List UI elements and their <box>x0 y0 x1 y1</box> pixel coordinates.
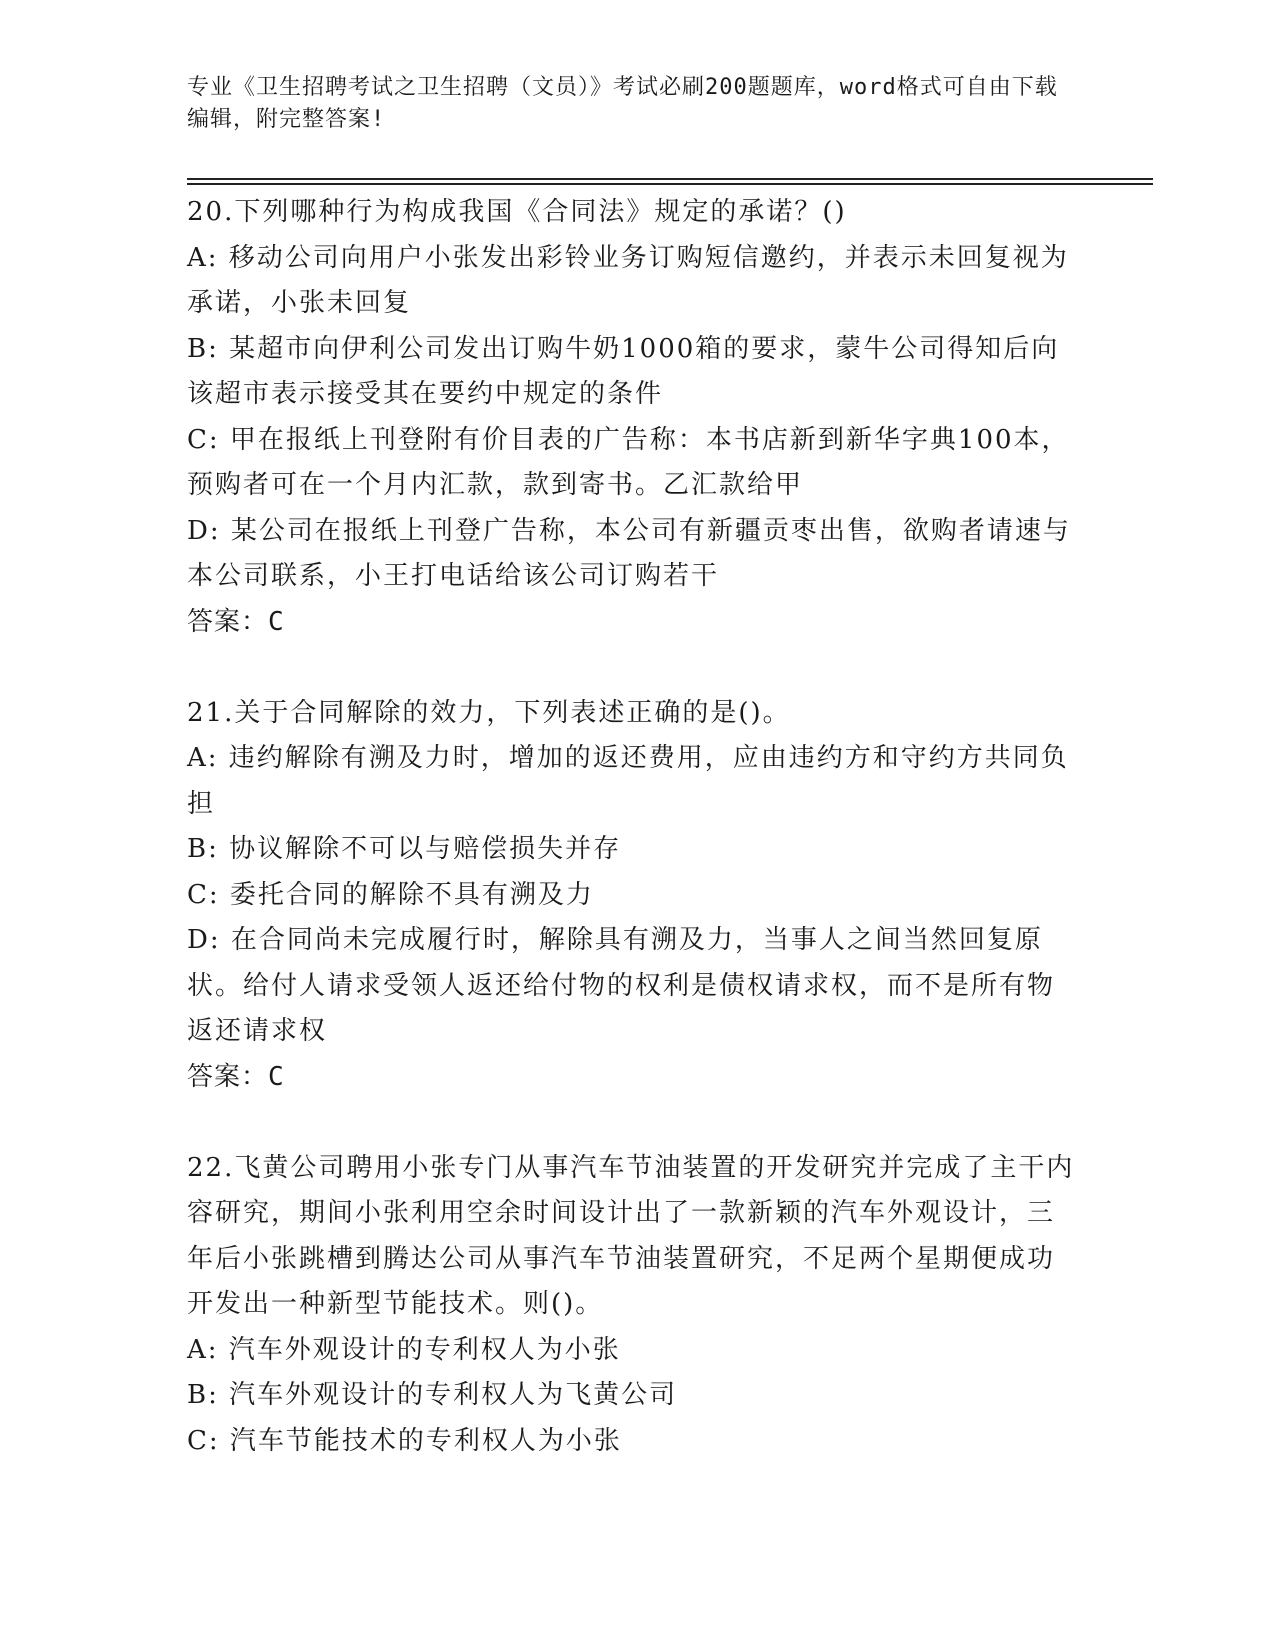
question-stem: 21.关于合同解除的效力，下列表述正确的是()。 <box>187 697 791 728</box>
option-d: D: 某公司在报纸上刊登广告称，本公司有新疆贡枣出售，欲购者请速与本公司联系，小王打电话给该公司订购若干 <box>187 515 1071 591</box>
header-rule-top <box>187 178 1153 180</box>
option-a: A: 汽车外观设计的专利权人为小张 <box>187 1334 621 1365</box>
document-header: 专业《卫生招聘考试之卫生招聘（文员）》考试必刷200题题库，word格式可自由下载编辑，附完整答案! <box>187 75 1058 132</box>
option-b: B: 协议解除不可以与赔偿损失并存 <box>187 834 622 864</box>
header-rule-bottom <box>187 183 1153 185</box>
question-stem: 20.下列哪种行为构成我国《合同法》规定的承诺？() <box>187 197 847 227</box>
spacer <box>187 1100 1077 1146</box>
question-20 <box>187 190 1077 645</box>
question-21 <box>187 691 1077 1101</box>
option-a: A: 违约解除有溯及力时，增加的返还费用，应由违约方和守约方共同负担 <box>187 743 1069 819</box>
answer: 答案：C <box>187 606 285 637</box>
spacer <box>187 645 1077 691</box>
option-c: C: 甲在报纸上刊登附有价目表的广告称：本书店新到新华字典100本，预购者可在一个月内汇款，款到寄书。乙汇款给甲 <box>187 424 1070 500</box>
option-c: C: 汽车节能技术的专利权人为小张 <box>187 1425 622 1456</box>
option-d: D: 在合同尚未完成履行时，解除具有溯及力，当事人之间当然回复原状。给付人请求受领人返还给付物的权利是债权请求权，而不是所有物返还请求权 <box>187 925 1056 1046</box>
option-b: B: 某超市向伊利公司发出订购牛奶1000箱的要求，蒙牛公司得知后向该超市表示接受其在要约中规定的条件 <box>187 333 1060 409</box>
question-stem: 22.飞黄公司聘用小张专门从事汽车节油装置的开发研究并完成了主干内容研究，期间小张利用空余时间设计出了一款新颖的汽车外观设计，三年后小张跳槽到腾达公司从事汽车节油装置研究，不足两个星期便成功开发出一种新型节能技术。则()。 <box>187 1152 1075 1319</box>
question-22 <box>187 1146 1077 1465</box>
option-a: A: 移动公司向用户小张发出彩铃业务订购短信邀约，并表示未回复视为承诺，小张未回复 <box>187 242 1069 318</box>
answer: 答案：C <box>187 1061 285 1092</box>
option-c: C: 委托合同的解除不具有溯及力 <box>187 879 594 910</box>
option-b: B: 汽车外观设计的专利权人为飞黄公司 <box>187 1380 678 1410</box>
question-list <box>187 190 1077 1464</box>
